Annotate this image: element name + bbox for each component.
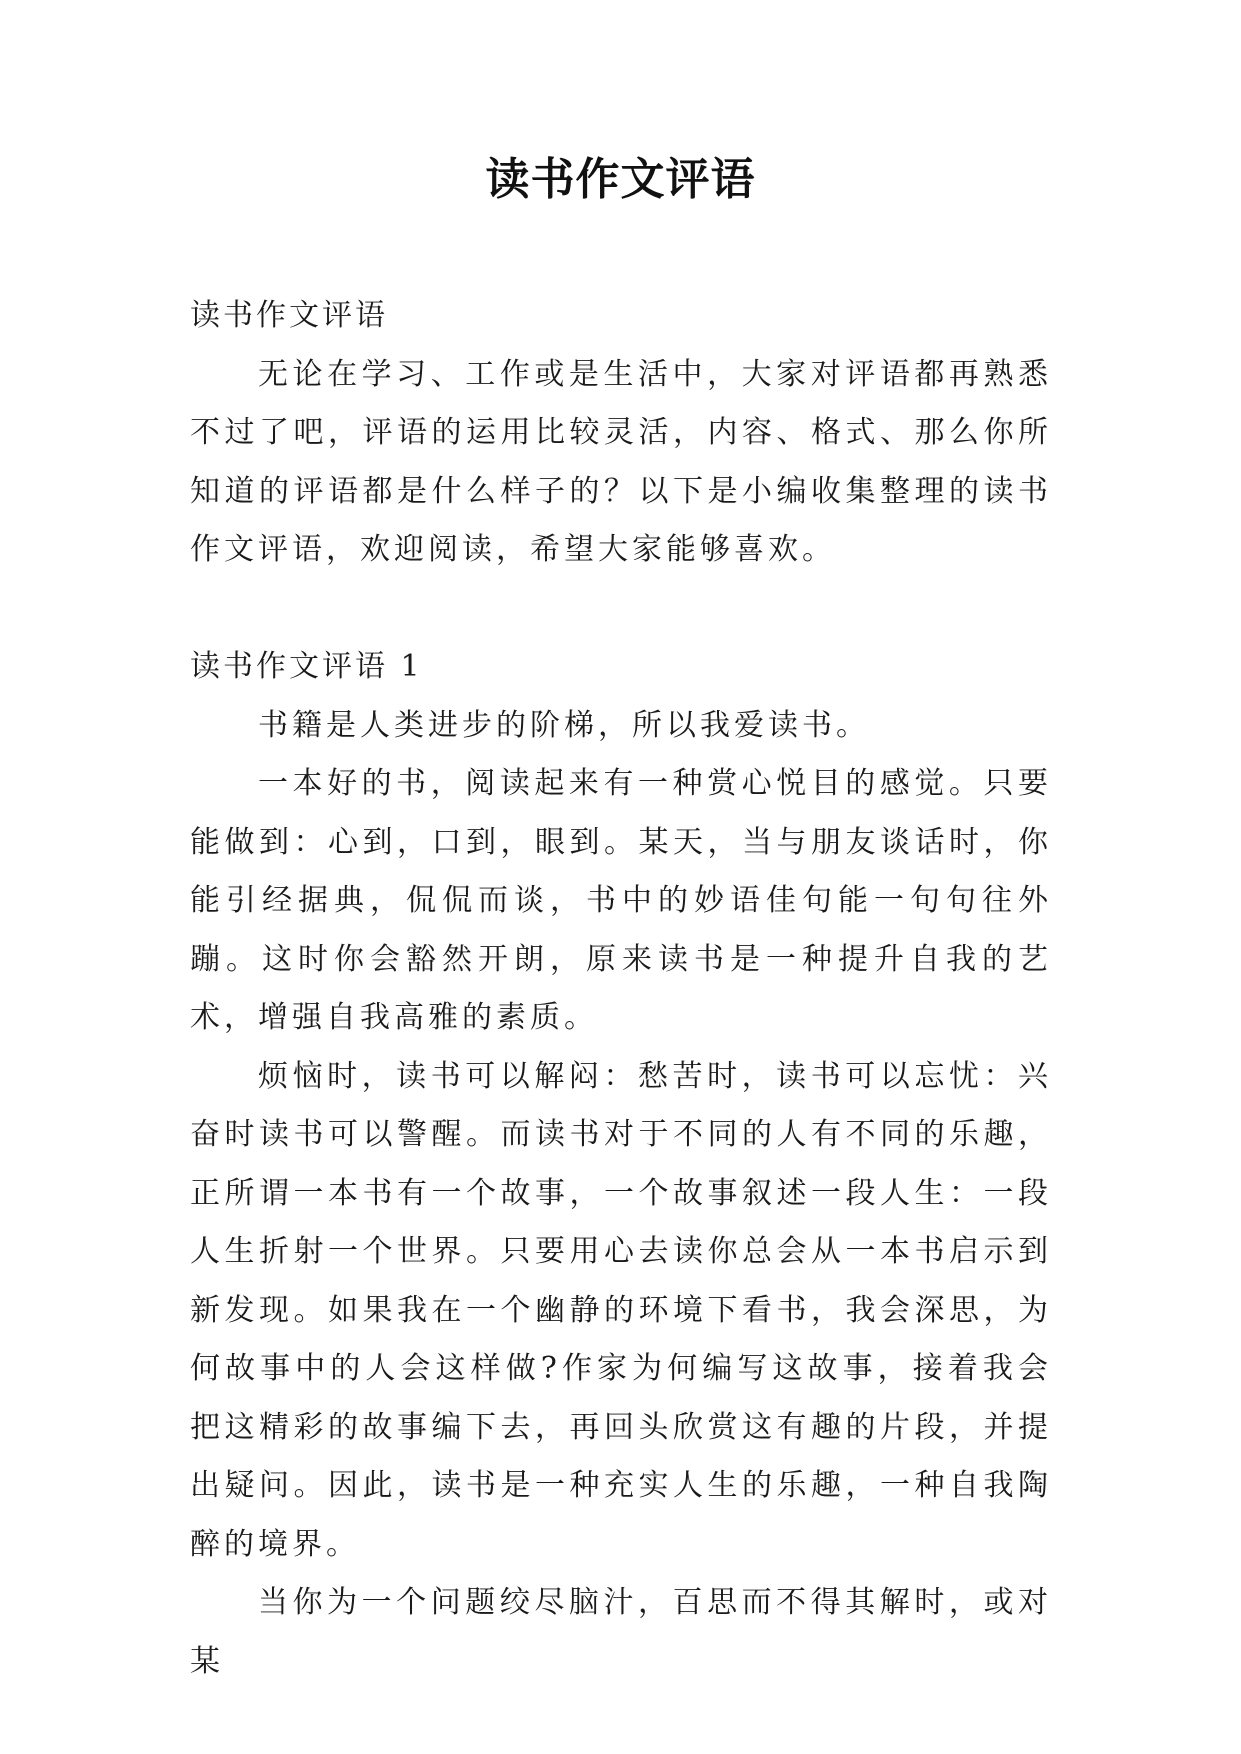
intro-heading: 读书作文评语 bbox=[190, 298, 388, 333]
body-paragraph: 书籍是人类进步的阶梯，所以我爱读书。 bbox=[258, 707, 870, 743]
body-paragraph: 当你为一个问题绞尽脑汁，百思而不得其解时，或对某 bbox=[190, 1585, 1052, 1679]
document-title: 读书作文评语 bbox=[485, 154, 756, 205]
intro-paragraph: 无论在学习、工作或是生活中，大家对评语都再熟悉不过了吧，评语的运用比较灵活，内容、格式、那么你所知道的评语都是什么样子的？以下是小编收集整理的读书作文评语，欢迎阅读，希望大家能够喜欢。 bbox=[190, 356, 1052, 567]
body-paragraph: 一本好的书，阅读起来有一种赏心悦目的感觉。只要能做到：心到，口到，眼到。某天，当与朋友谈话时，你能引经据典，侃侃而谈，书中的妙语佳句能一句句往外蹦。这时你会豁然开朗，原来读书是一种提升自我的艺术，增强自我高雅的素质。 bbox=[190, 766, 1052, 1035]
document-body bbox=[190, 287, 1052, 1691]
section-heading: 读书作文评语 1 bbox=[190, 649, 423, 684]
section-spacer bbox=[190, 580, 1052, 639]
body-paragraph: 烦恼时，读书可以解闷：愁苦时，读书可以忘忧：兴奋时读书可以警醒。而读书对于不同的人有不同的乐趣，正所谓一本书有一个故事，一个故事叙述一段人生：一段人生折射一个世界。只要用心去读你总会从一本书启示到新发现。如果我在一个幽静的环境下看书，我会深思，为何故事中的人会这样做?作家为何编写这故事，接着我会把这精彩的故事编下去，再回头欣赏这有趣的片段，并提出疑问。因此，读书是一种充实人生的乐趣，一种自我陶醉的境界。 bbox=[190, 1058, 1052, 1562]
